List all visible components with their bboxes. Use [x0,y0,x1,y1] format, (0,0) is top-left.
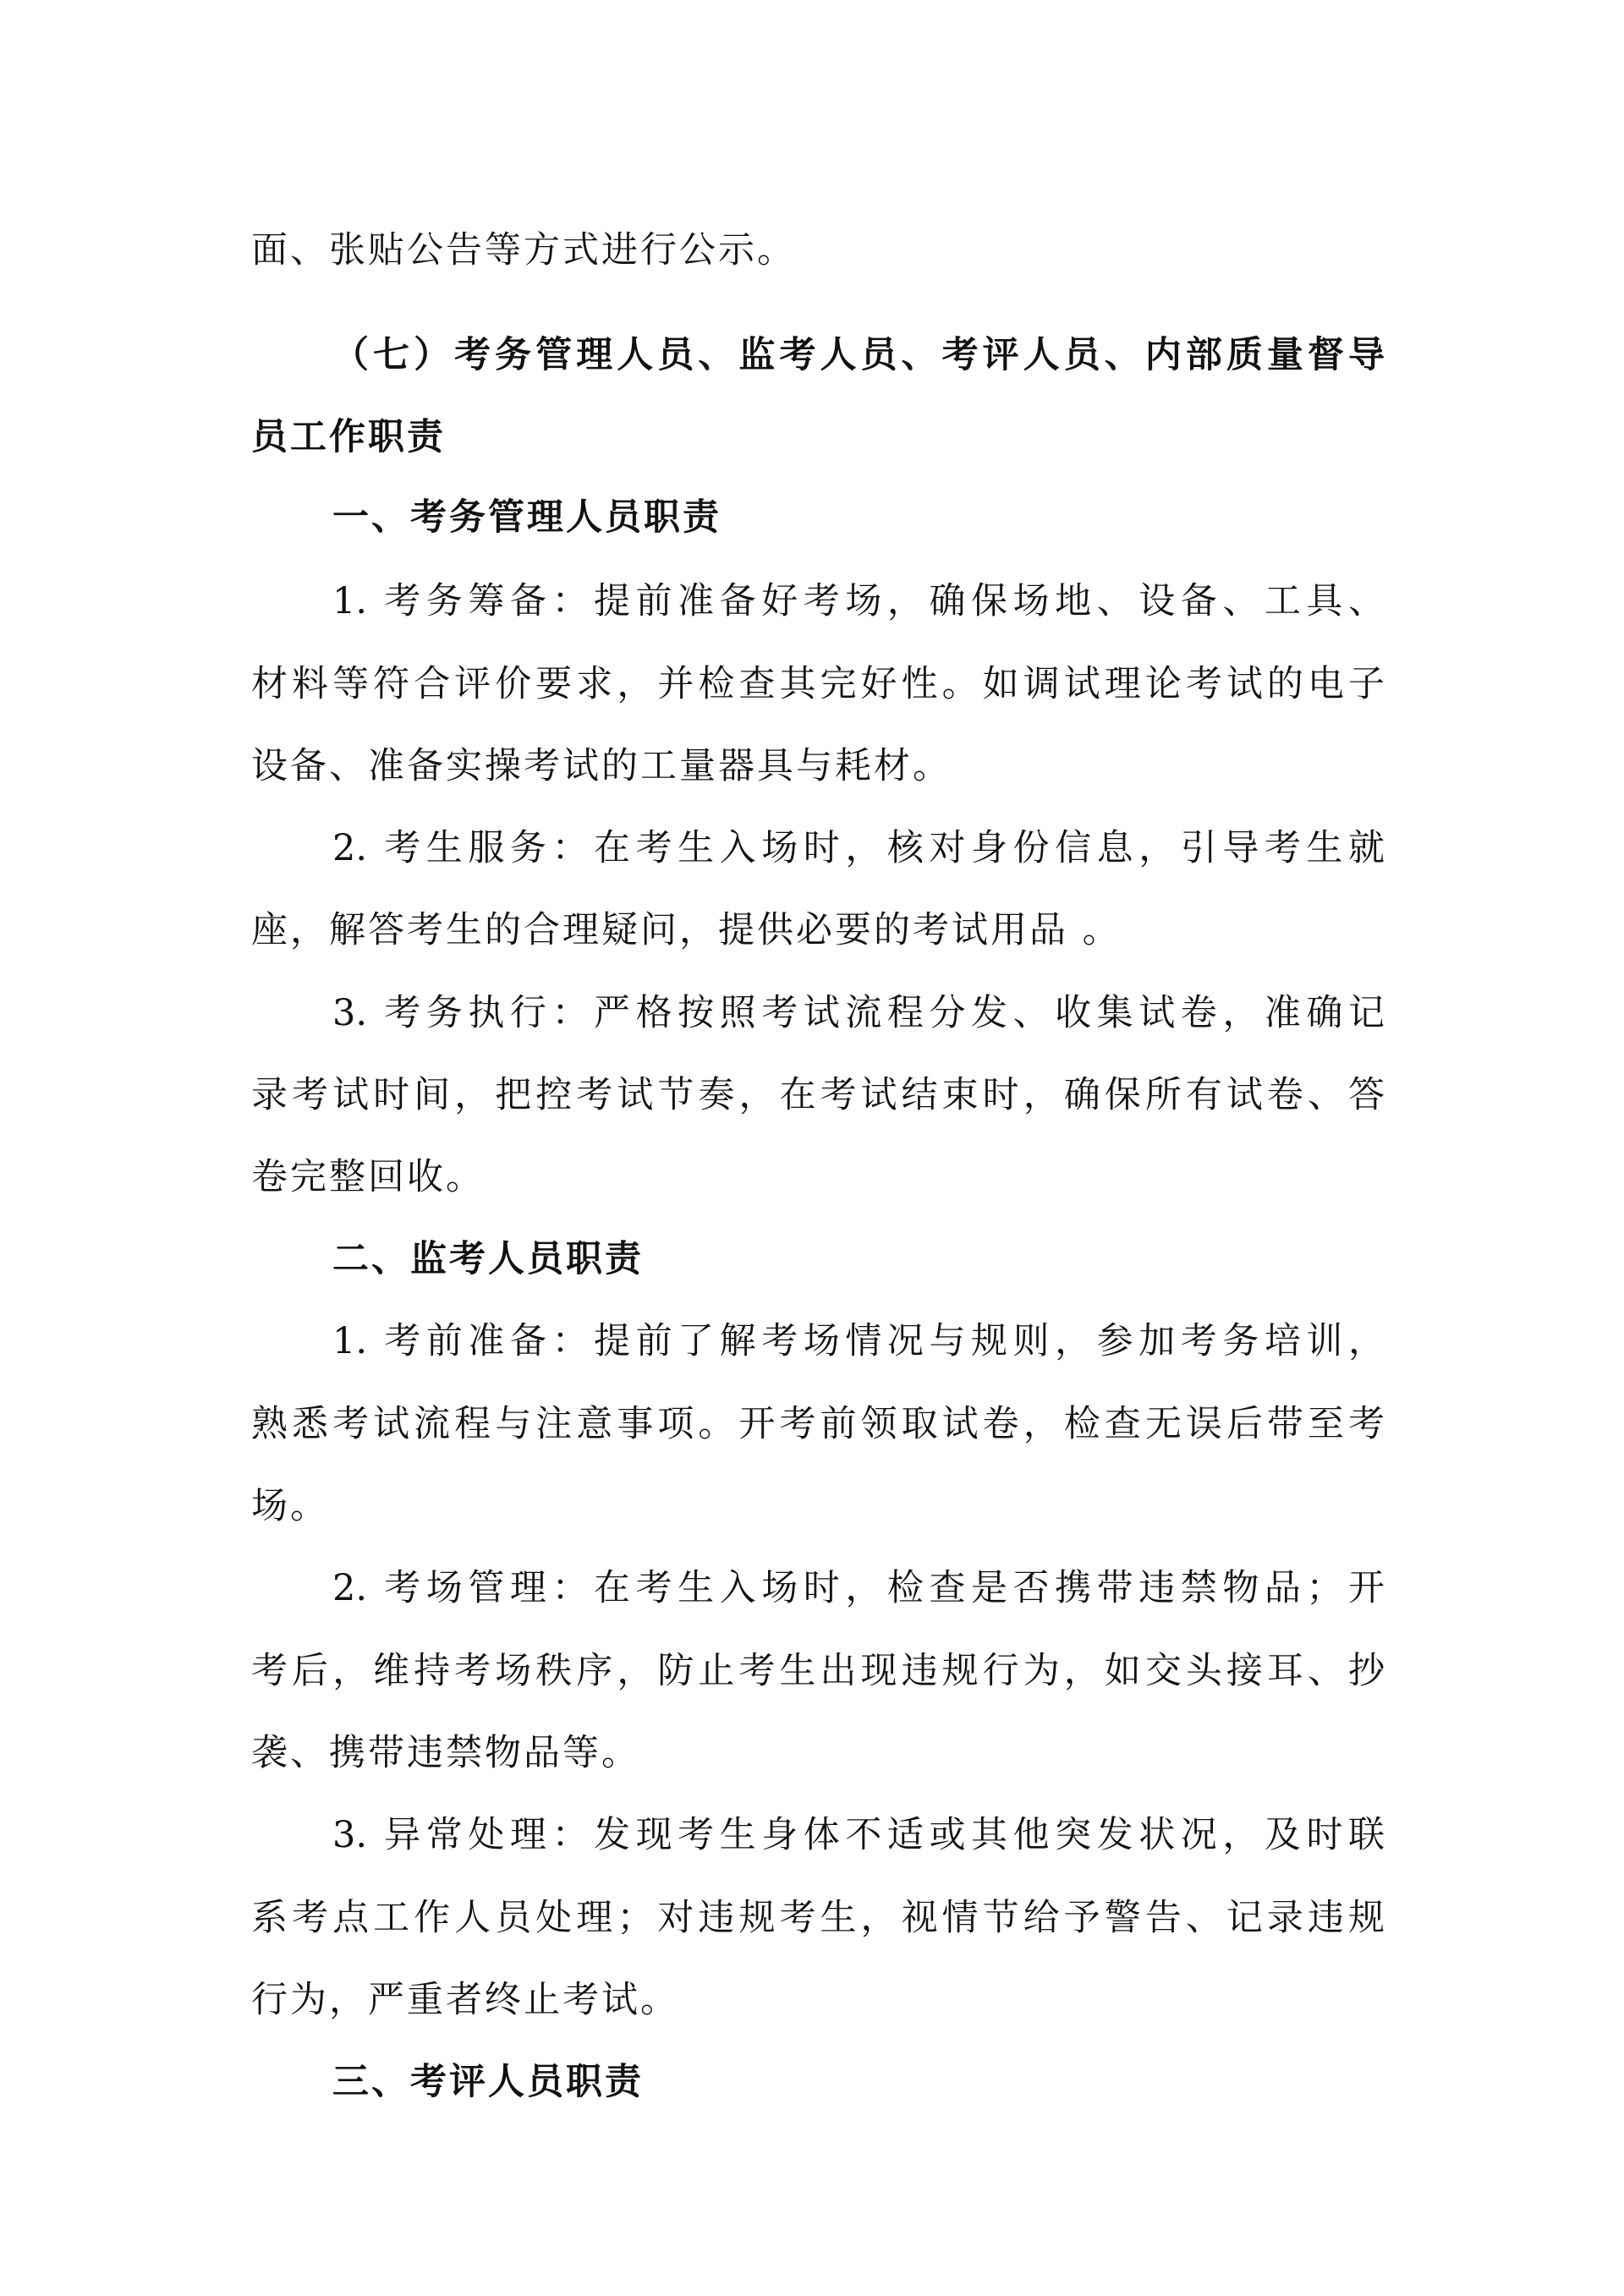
section-heading-cont: 员工作职责 [251,416,446,458]
text-line: 行为，严重者终止考试。 [251,1979,679,2021]
subsection-heading: 三、考评人员职责 [332,2061,644,2103]
text-line: 座，解答考生的合理疑问，提供必要的考试用品 。 [251,909,1122,951]
text-line: 2. 考场管理：在考生入场时，检查是否携带违禁物品；开 [332,1567,1385,1609]
text-line: 场。 [251,1485,329,1527]
text-line: 袭、携带违禁物品等。 [251,1732,640,1774]
text-line: 面、张贴公告等方式进行公示。 [251,229,796,271]
text-line: 3. 考务执行：严格按照考试流程分发、收集试卷，准确记 [332,992,1385,1034]
text-line: 1. 考务筹备：提前准备好考场，确保场地、设备、工具、 [332,580,1385,622]
text-line: 卷完整回收。 [251,1156,485,1198]
text-line: 1. 考前准备：提前了解考场情况与规则，参加考务培训， [332,1320,1385,1362]
text-line: 设备、准备实操考试的工量器具与耗材。 [251,745,952,787]
text-line: 材料等符合评价要求，并检查其完好性。如调试理论考试的电子 [251,663,1385,705]
subsection-heading: 二、监考人员职责 [332,1238,644,1280]
subsection-heading: 一、考务管理人员职责 [332,496,721,539]
text-line: 考后，维持考场秩序，防止考生出现违规行为，如交头接耳、抄 [251,1650,1385,1692]
text-line: 系考点工作人员处理；对违规考生，视情节给予警告、记录违规 [251,1897,1385,1939]
text-line: 熟悉考试流程与注意事项。开考前领取试卷，检查无误后带至考 [251,1403,1385,1445]
text-line: 3. 异常处理：发现考生身体不适或其他突发状况，及时联 [332,1814,1385,1856]
section-heading: （七）考务管理人员、监考人员、考评人员、内部质量督导 [332,334,1385,376]
text-line: 2. 考生服务：在考生入场时，核对身份信息，引导考生就 [332,827,1385,869]
text-line: 录考试时间，把控考试节奏，在考试结束时，确保所有试卷、答 [251,1074,1385,1116]
